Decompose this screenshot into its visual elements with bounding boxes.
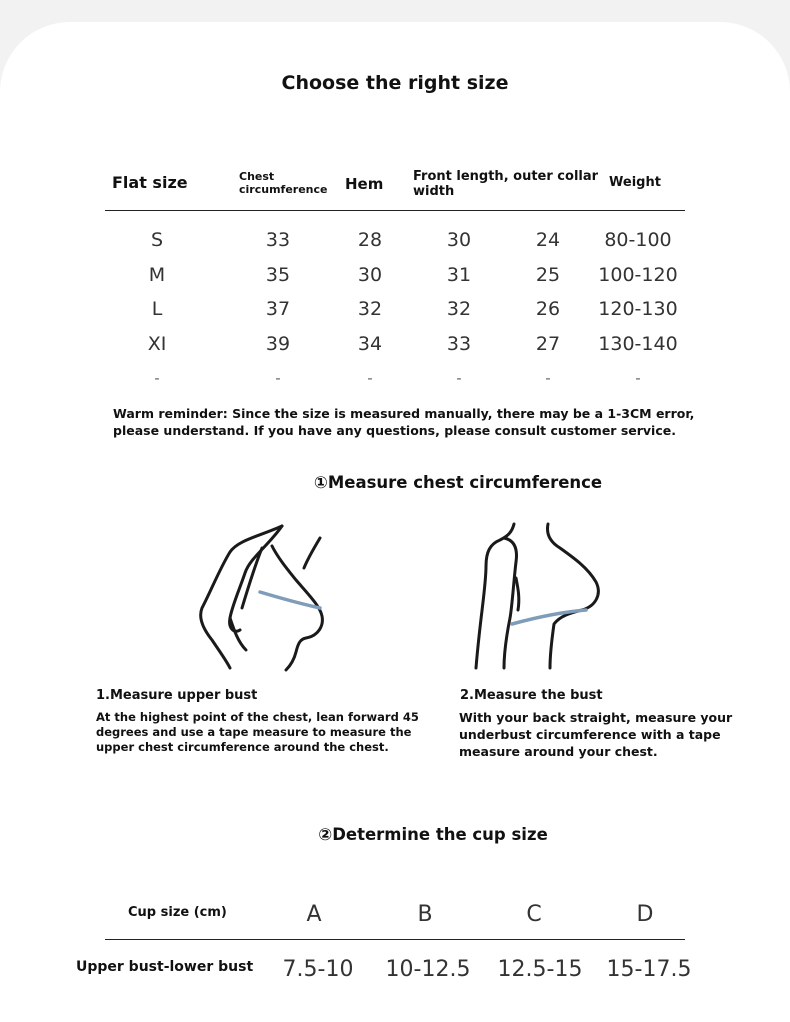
header-flat-size: Flat size [112, 173, 188, 192]
tape-measure [260, 592, 320, 608]
cup-letter: B [417, 902, 433, 927]
measure-upper-title: 1.Measure upper bust [96, 688, 258, 703]
cup-letter: D [636, 902, 654, 927]
cell-size: - [154, 369, 160, 387]
tape-measure [512, 610, 586, 624]
cup-value: 12.5-15 [497, 957, 583, 982]
cell-collar-width: 24 [535, 229, 561, 251]
cup-table-divider [105, 939, 685, 940]
header-hem: Hem [345, 175, 384, 193]
cup-value: 15-17.5 [606, 957, 692, 982]
cell-size: L [151, 298, 163, 320]
cell-chest: 33 [265, 229, 291, 251]
cell-front-length: 30 [446, 229, 472, 251]
cell-hem: 32 [357, 298, 383, 320]
cell-size: S [150, 229, 164, 251]
cell-weight: 120-130 [598, 298, 678, 320]
cell-size: XI [147, 333, 167, 355]
cell-chest: 39 [265, 333, 291, 355]
cell-front-length: 33 [446, 333, 472, 355]
cup-row-label: Upper bust-lower bust [76, 959, 254, 975]
cell-weight: - [635, 369, 641, 387]
section-measure-chest: ①Measure chest circumference [313, 473, 603, 492]
header-weight: Weight [609, 175, 661, 190]
cell-hem: 30 [357, 264, 383, 286]
cell-chest: 37 [265, 298, 291, 320]
page-card [0, 22, 790, 1022]
cup-value: 10-12.5 [385, 957, 471, 982]
cell-collar-width: - [545, 369, 551, 387]
cell-collar-width: 27 [535, 333, 561, 355]
measure-bust-title: 2.Measure the bust [460, 688, 603, 703]
measure-bust-body: With your back straight, measure your underbust circumference with a tape measure around your chest. [459, 710, 733, 759]
header-front-length: Front length, outer collar width [413, 169, 599, 199]
cup-value: 7.5-10 [282, 957, 354, 982]
cup-header-label: Cup size (cm) [128, 905, 227, 920]
header-chest: Chest circumference [239, 170, 328, 196]
cell-collar-width: 26 [535, 298, 561, 320]
cell-weight: 130-140 [598, 333, 678, 355]
cell-chest: - [275, 369, 281, 387]
cup-letter: C [526, 902, 542, 927]
cell-hem: - [367, 369, 373, 387]
cell-size: M [148, 264, 166, 286]
warm-reminder: Warm reminder: Since the size is measured manually, there may be a 1-3CM error, please understand. If you have any questions, please consult customer service. [113, 406, 695, 438]
page-title: Choose the right size [281, 72, 509, 94]
cell-front-length: - [456, 369, 462, 387]
size-table-divider [105, 210, 685, 211]
cell-weight: 100-120 [598, 264, 678, 286]
measure-upper-body: At the highest point of the chest, lean forward 45 degrees and use a tape measure to measure the upper chest circumference around the chest. [96, 710, 419, 754]
cup-letter: A [306, 902, 322, 927]
standing-illustration [470, 518, 605, 673]
cell-front-length: 32 [446, 298, 472, 320]
cell-hem: 34 [357, 333, 383, 355]
cell-chest: 35 [265, 264, 291, 286]
lean-forward-illustration [190, 518, 340, 673]
cell-hem: 28 [357, 229, 383, 251]
cell-collar-width: 25 [535, 264, 561, 286]
cell-weight: 80-100 [604, 229, 672, 251]
cell-front-length: 31 [446, 264, 472, 286]
section-determine-cup: ②Determine the cup size [318, 825, 548, 844]
